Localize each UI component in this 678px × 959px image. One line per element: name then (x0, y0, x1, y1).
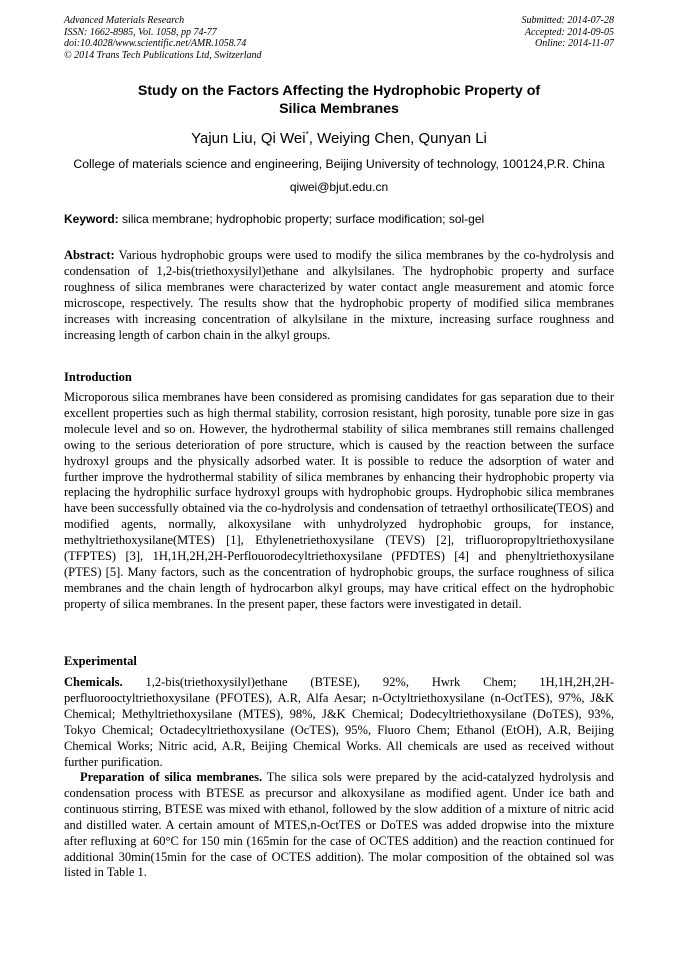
journal-doi: doi:10.4028/www.scientific.net/AMR.1058.74 (64, 38, 247, 49)
co-authors: , Weiying Chen, Qunyan Li (308, 130, 487, 147)
accepted-date: Accepted: 2014-09-05 (524, 26, 614, 38)
corresponding-author: Yajun Liu, Qi Wei (191, 130, 306, 147)
introduction-heading: Introduction (64, 370, 132, 384)
preparation-text: The silica sols were prepared by the acid-catalyzed hydrolysis and condensation process with BTESE as precursor and alkoxysilane as modified agent. Under ice bath and continuous stirring, BTESE was mixed with ethanol, followed by the slow addition of a mixture of nitric acid and distilled water. A certain amount of MTES,n-OctTES or DoTES was added dropwise into the mixture after refluxing at 60°C for 150 min (165min for the case of OCTES addition) and the reaction continued for additional 30min(15min for the case of OCTES addition). The molar composition of the obtained sol was listed in Table 1. (64, 770, 614, 880)
keywords (64, 212, 624, 227)
email-address: qiwei@bjut.edu.cn (289, 180, 389, 194)
abstract-text: Various hydrophobic groups were used to modify the silica membranes by the co-hydrolysis and condensation of 1,2-bis(triethoxysilyl)ethane and alkylsilanes. The hydrophobic property and surface roughness of silica membranes were characterized by water contact angle measurement and atomic force microscope, respectively. The results show that the hydrophobic property of modified silica membranes increases with increasing concentration of alkylsilane in the mixture, increasing surface roughness and increasing length of carbon chain in the alkyl groups. (64, 248, 614, 342)
paper-title (60, 82, 618, 118)
journal-issn: ISSN: 1662-8985, Vol. 1058, pp 74-77 (64, 26, 217, 38)
affiliation: College of materials science and engineering, Beijing University of technology, 100124,P.R. China (73, 157, 605, 171)
online-date: Online: 2014-11-07 (535, 38, 614, 49)
title-line-1: Study on the Factors Affecting the Hydrophobic Property of (137, 83, 541, 99)
keyword-label: Keyword: (64, 212, 119, 226)
preparation-label: Preparation of silica membranes. (80, 770, 263, 784)
chemicals-paragraph (64, 675, 614, 770)
journal-copyright: © 2014 Trans Tech Publications Ltd, Switzerland (64, 49, 262, 61)
introduction-text: Microporous silica membranes have been considered as promising candidates for gas separation due to their excellent properties such as high thermal stability, corrosion resistant, high porosity, tunable pore size in gas molecule level and so on. However, the hydrothermal stability of silica membranes still remains challenged owing to the serious deterioration of pore structure, which is caused by the reaction between the surface hydroxyl groups and the physically adsorbed water. It is possible to reduce the adsorption of water and further improve the hydrothermal stability of silica membranes by enhancing their hydrophobic property via replacing the hydrophilic surface hydroxyl groups with hydrophobic groups. Hydrophobic silica membranes have been successfully obtained via the co-hydrolysis and condensation of tetraethyl orthosilicate(TEOS) and modified agents, normally, alkoxysilane with unhydrolyzed hydrophobic groups, for instance, methyltriethoxysilane(MTES) [1], Ethylenetriethoxysilane (TEVS) [2], trifluoropropyltriethoxysilane (TFPTES) [3], 1H,1H,2H,2H-Perflouorodecyltriethoxysilane (PFDTES) [4] and phenyltriethoxysilane (PTES) [5]. Many factors, such as the concentration of hydrophobic groups, the surface roughness of silica membranes and the chain length of hydrocarbon alkyl groups, may have critical effect on the hydrophobic property of silica membranes. In the present paper, these factors were investigated in detail. (64, 390, 614, 611)
journal-header (64, 15, 262, 61)
journal-name: Advanced Materials Research (64, 15, 185, 26)
abstract-label: Abstract: (64, 248, 115, 262)
abstract (64, 248, 614, 343)
preparation-paragraph (64, 770, 614, 881)
author-list (60, 130, 618, 148)
chemicals-label: Chemicals. (64, 675, 123, 689)
chemicals-text: 1,2-bis(triethoxysilyl)ethane (BTESE), 92%, Hwrk Chem; 1H,1H,2H,2H-perfluorooctyltriethoxysilane (PFOTES), A.R, Alfa Aesar; n-Octyltriethoxysilane (n-OctTES), 97%, J&K Chemical; Methyltriethoxysilane (MTES), 98%, J&K Chemical; Dodecyltriethoxysilane (DoTES), 93%, Tokyo Chemical; Octadecyltriethoxysilane (OcTES), 95%, Fluoro Chem; Ethanol (EtOH), A.R, Beijing Chemical Works; Nitric acid, A.R, Beijing Chemical Works. All chemicals are used as received without further purification. (64, 675, 614, 769)
submitted-date: Submitted: 2014-07-28 (521, 15, 614, 26)
experimental-heading: Experimental (64, 654, 137, 668)
dates-header (522, 15, 615, 50)
keyword-text: silica membrane; hydrophobic property; surface modification; sol-gel (118, 212, 485, 226)
title-line-2: Silica Membranes (279, 101, 399, 117)
corresponding-mark: * (305, 130, 309, 139)
